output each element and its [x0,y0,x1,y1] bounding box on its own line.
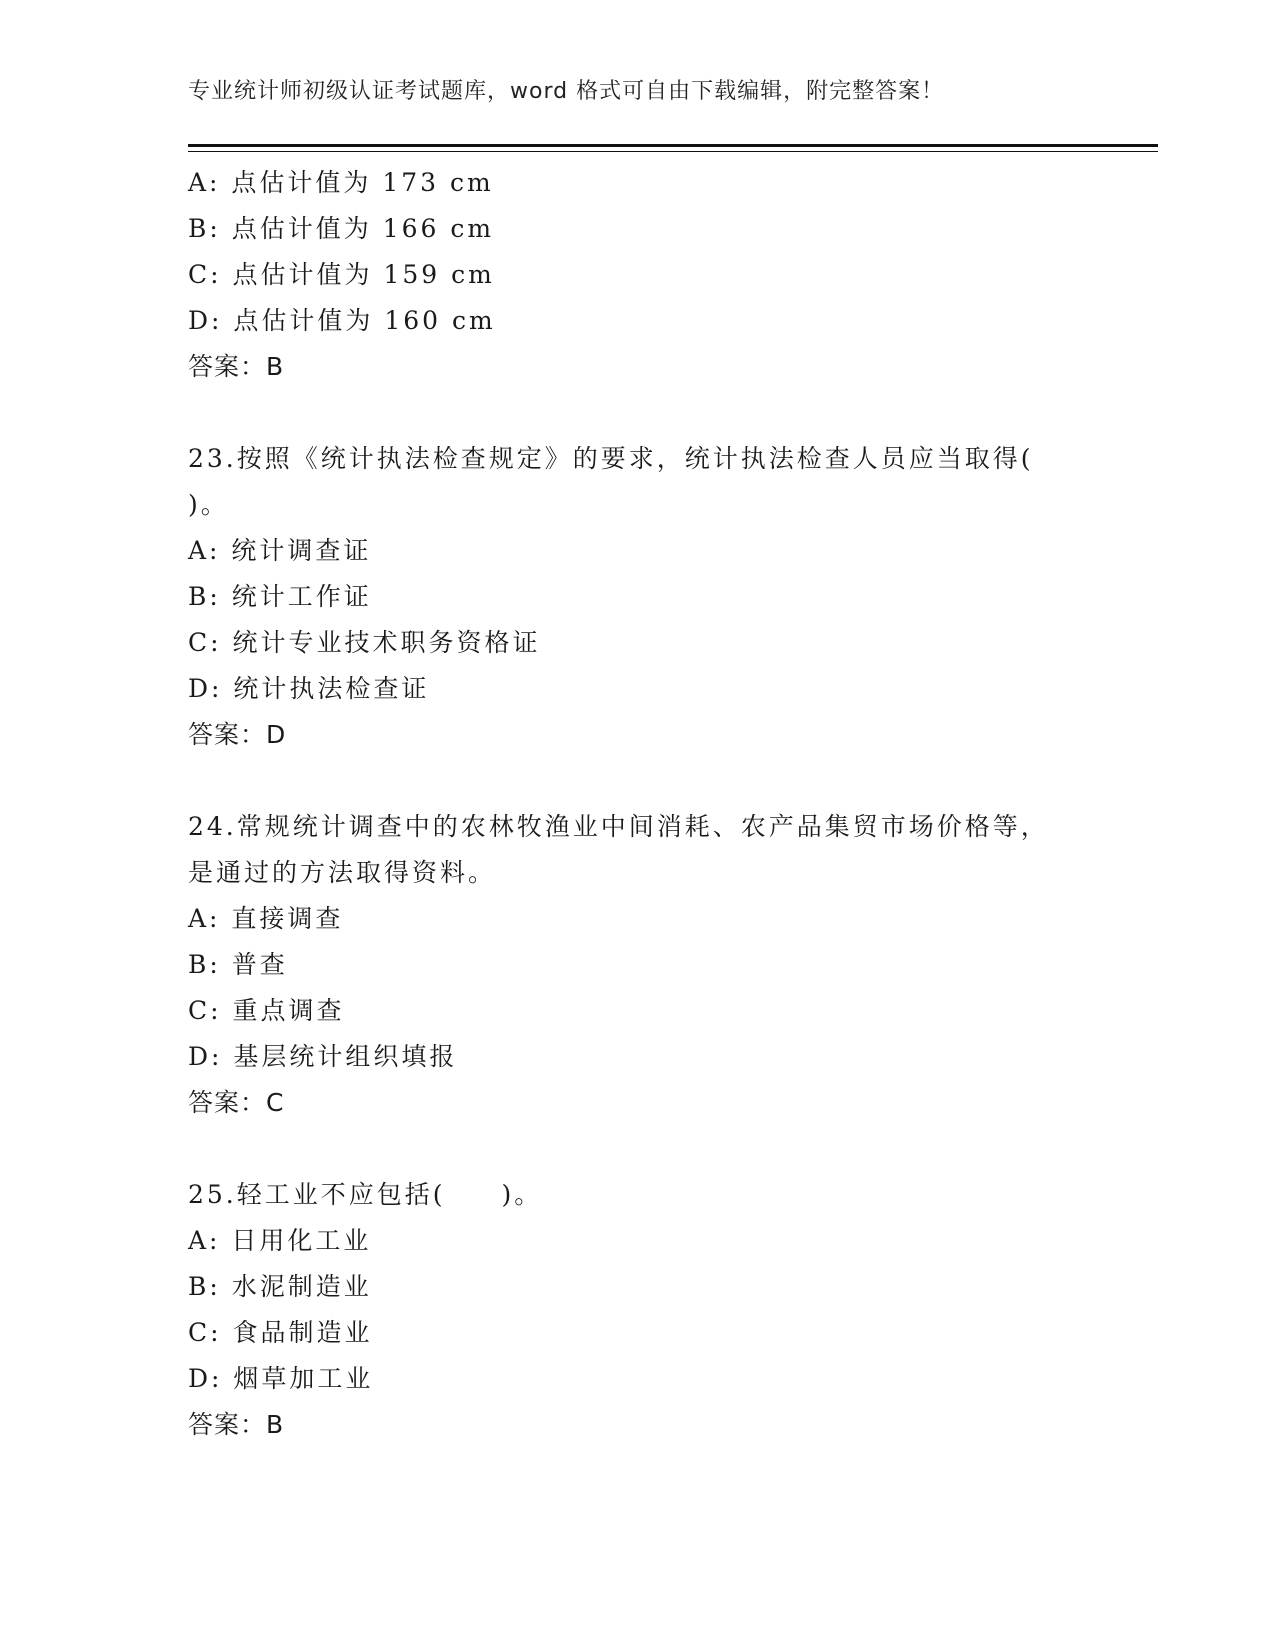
spacer [188,390,1078,436]
option-d: D: 基层统计组织填报 [188,1042,458,1071]
spacer [188,1126,1078,1172]
header-rule-thick [188,144,1158,147]
question-block [188,1172,1078,1448]
question-block [188,804,1078,1126]
option-c: C: 重点调查 [188,996,345,1025]
question-stem: 23.按照《统计执法检查规定》的要求，统计执法检查人员应当取得( [188,444,1034,473]
option-b: B: 统计工作证 [188,582,372,611]
question-stem-continued: 是通过的方法取得资料。 [188,858,497,887]
spacer [188,758,1078,804]
option-d: D: 烟草加工业 [188,1364,374,1393]
option-b: B: 普查 [188,950,288,979]
option-a: A: 日用化工业 [188,1226,372,1255]
option-a: A: 直接调查 [188,904,344,933]
option-a: A: 统计调查证 [188,536,372,565]
question-content [188,160,1078,1448]
option-c: C: 点估计值为 159 cm [188,260,495,289]
question-stem: 25.轻工业不应包括( )。 [188,1180,543,1209]
answer: 答案：C [188,1088,285,1117]
answer: 答案：B [188,352,285,381]
option-b: B: 点估计值为 166 cm [188,214,495,243]
option-d: D: 点估计值为 160 cm [188,306,496,335]
question-block [188,160,1078,390]
answer: 答案：D [188,720,287,749]
question-stem-continued: )。 [188,490,229,519]
option-a: A: 点估计值为 173 cm [188,168,494,197]
question-stem: 24.常规统计调查中的农林牧渔业中间消耗、农产品集贸市场价格等， [188,812,1049,841]
page-header: 专业统计师初级认证考试题库，word 格式可自由下载编辑，附完整答案！ [188,79,945,104]
option-c: C: 食品制造业 [188,1318,373,1347]
option-d: D: 统计执法检查证 [188,674,430,703]
answer: 答案：B [188,1410,285,1439]
option-b: B: 水泥制造业 [188,1272,372,1301]
header-rule-thin [188,151,1158,152]
option-c: C: 统计专业技术职务资格证 [188,628,541,657]
question-block [188,436,1078,758]
